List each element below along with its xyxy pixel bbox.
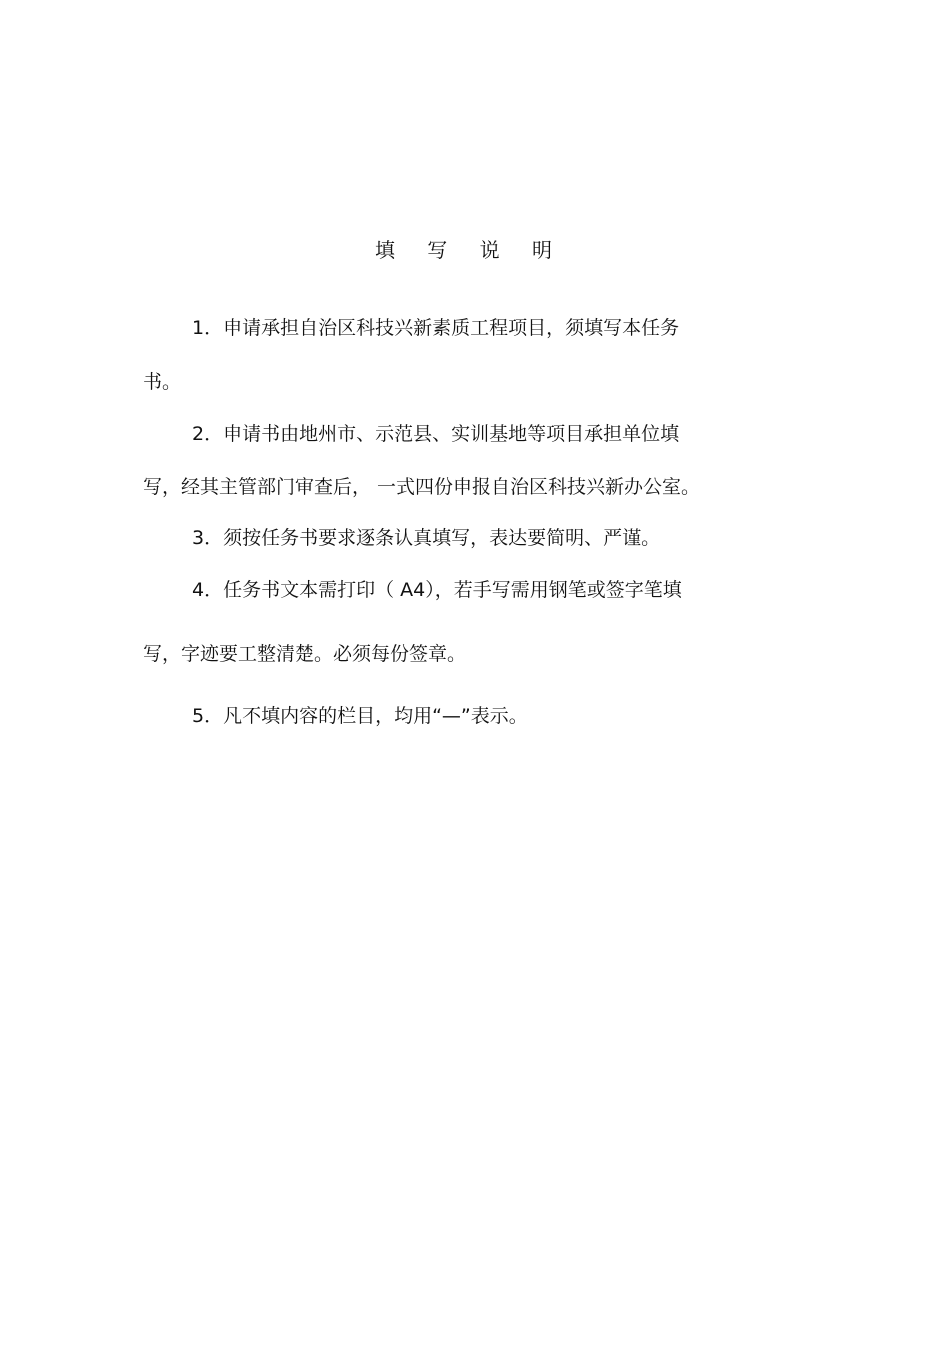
instruction-3-line-1: 3．须按任务书要求逐条认真填写，表达要简明、严谨。 [192,527,661,549]
instruction-2-line-1: 2．申请书由地州市、示范县、实训基地等项目承担单位填 [192,423,680,445]
instruction-1-line-2: 书。 [143,371,182,393]
document-title: 填 写 说 明 [374,238,566,262]
instruction-4-line-2: 写，字迹要工整清楚。必须每份签章。 [143,643,467,665]
instruction-4-line-1: 4．任务书文本需打印（ A4），若手写需用钢笔或签字笔填 [192,579,682,601]
instruction-1-line-1: 1．申请承担自治区科技兴新素质工程项目，须填写本任务 [192,317,680,339]
instruction-2-line-2: 写，经其主管部门审查后， 一式四份申报自治区科技兴新办公室。 [143,476,701,498]
instruction-5-line-1: 5．凡不填内容的栏目，均用“—”表示。 [192,705,528,727]
